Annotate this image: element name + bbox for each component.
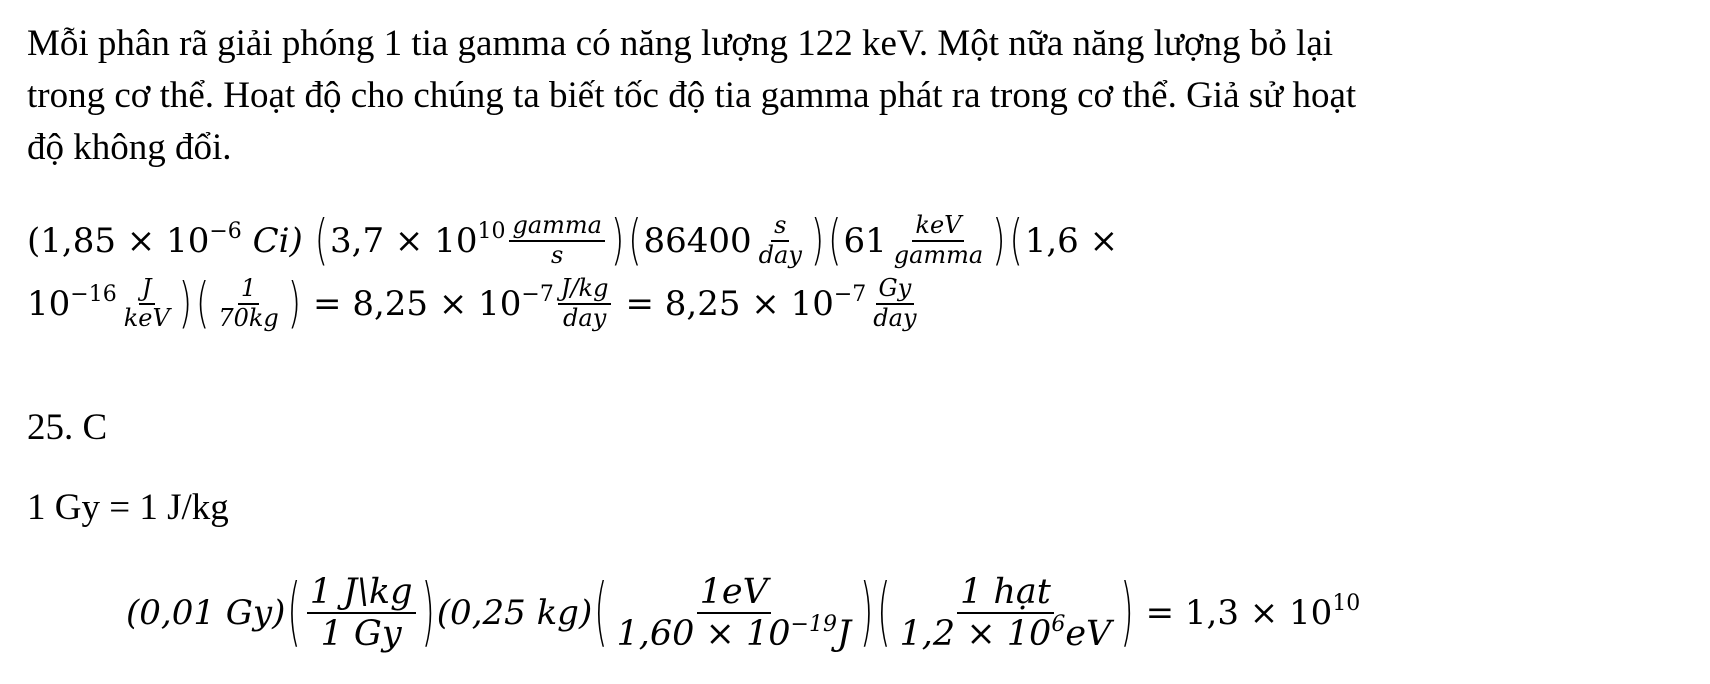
eq1-frac-kev-per-gamma: $\frac{\text{keV}}{\text{gamma}}$ [893, 211, 984, 269]
eq1-frac-jkg-per-day: $\frac{J/kg}{\text{day}}$ [558, 275, 612, 332]
eq1-term-conversion-exp: $10^{-16}$ [27, 282, 117, 324]
eq1-frac-gamma-per-s: $\frac{\text{gamma}}{s}$ [509, 212, 605, 269]
equation-1-line-2: $10^{-16}$ $\frac{J}{\text{keV}}$ ) ( $\frac{1}{70kg}$ ) = $8,25 \times 10^{-7}$ $\frac{J/kg}{\text{day}}$ = $8,25 \times 10^{-7}$ $\frac{Gy}{\text{day}}$ [27, 266, 924, 342]
eq2-mass: (0,25 kg) [436, 593, 593, 633]
eq1-frac-per-mass: $\frac{1}{70kg}$ [218, 274, 279, 332]
equation-2: (0,01 Gy) ( $\frac{1 J\backslash kg}{1 Gy}$ ) (0,25 kg) ( $\frac{1eV}{1,60 \times 10^{-19}J}$ ) ( $\frac{\text{1 hạt}}{1,2 \times 10^6eV}$ ) = $1,3 \times 10^{10}$ [126, 569, 1361, 657]
eq1-term-energy: 61 [843, 221, 887, 261]
equation-1-line-1: ($1,85 \times 10^{-6}$ Ci) ( $3,7 \times 10^{10}$ $\frac{\text{gamma}}{s}$ ) ( 86400 $\frac{s}{\text{day}}$ ) ( 61 $\frac{\text{keV}}{\text{gamma}}$ ) ( 1,6 × [27, 209, 1119, 273]
answer-label: 25. C [27, 407, 108, 448]
eq1-frac-j-per-kev: $\frac{J}{\text{keV}}$ [123, 274, 170, 332]
eq2-dose: (0,01 Gy) [126, 593, 286, 633]
definition-line: 1 Gy = 1 J/kg [27, 487, 229, 528]
eq2-frac-particle-per-ev: $\frac{\text{1 hạt}}{1,2 \times 10^6eV}$ [899, 571, 1112, 654]
eq2-frac-gy-conversion: $\frac{1 J\backslash kg}{1 Gy}$ [307, 572, 416, 655]
eq1-result-2: = $8,25 \times 10^{-7}$ [625, 282, 867, 324]
eq2-result: = $1,3 \times 10^{10}$ [1145, 591, 1361, 633]
eq1-result-1: = $8,25 \times 10^{-7}$ [313, 282, 554, 324]
eq1-frac-s-per-day: $\frac{s}{\text{day}}$ [758, 211, 802, 269]
paragraph-line-1: Mỗi phân rã giải phóng 1 tia gamma có năng lượng 122 keV. Một nữa năng lượng bỏ lại [27, 23, 1334, 64]
eq1-term-rate: $3,7 \times 10^{10}$ [330, 219, 506, 261]
eq2-frac-ev-per-joule: $\frac{1eV}{1,60 \times 10^{-19}J}$ [616, 571, 851, 654]
paragraph-line-2: trong cơ thể. Hoạt độ cho chúng ta biết tốc độ tia gamma phát ra trong cơ thể. Giả sử hoạt [27, 75, 1357, 116]
eq1-term-conversion: 1,6 × [1024, 221, 1119, 261]
paragraph-line-3: độ không đổi. [27, 127, 232, 168]
eq1-frac-gy-per-day: $\frac{Gy}{\text{day}}$ [873, 274, 917, 332]
eq1-term-seconds: 86400 [643, 221, 752, 261]
eq1-term-activity: ($1,85 \times 10^{-6}$ Ci) [27, 219, 303, 261]
